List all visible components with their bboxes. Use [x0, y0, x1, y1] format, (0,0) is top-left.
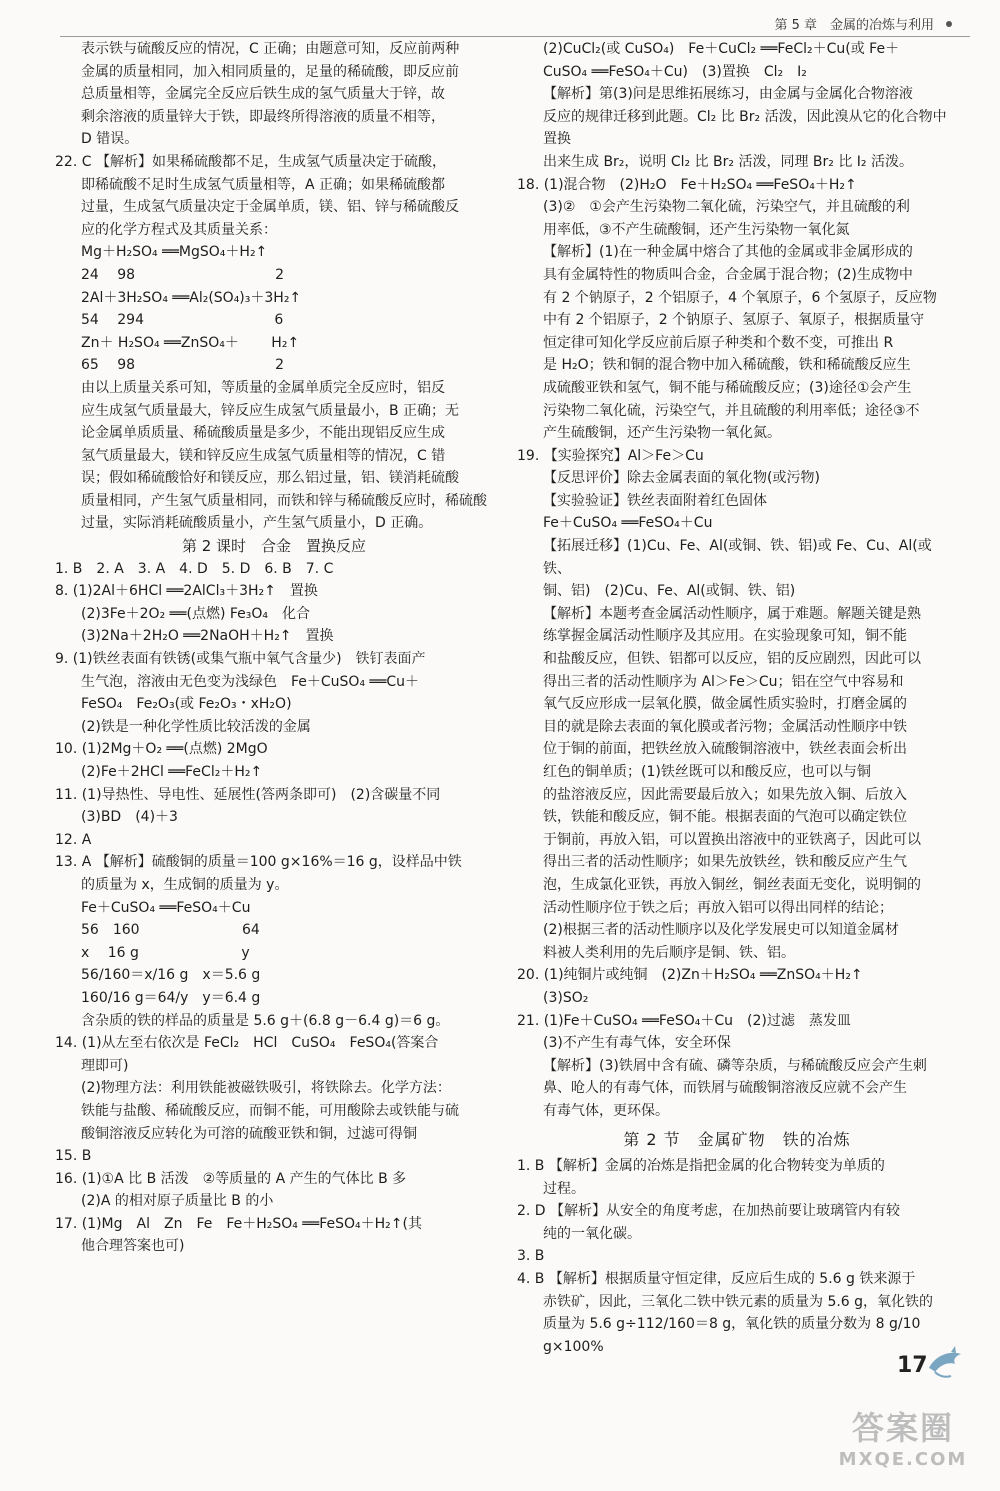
text-line: 质量相同，产生氢气质量相同，而铁和锌与稀硫酸反应时，稀硫酸 — [81, 492, 487, 509]
text-line: 有毒气体，更环保。 — [543, 1102, 669, 1119]
text-line: 第 2 节 金属矿物 铁的冶炼 — [623, 1129, 851, 1149]
text-line: 2Al＋3H₂SO₄ ══Al₂(SO₄)₃＋3H₂↑ — [81, 289, 302, 306]
text-line: 8. (1)2Al＋6HCl ══2AlCl₃＋3H₂↑ 置换 — [55, 583, 318, 600]
text-line: 10. (1)2Mg＋O₂ ══(点燃) 2MgO — [55, 741, 268, 758]
text-line: 恒定律可知化学反应前后原子种类和个数不变，可推出 R — [543, 334, 894, 351]
text-line: 的质量为 x，生成铜的质量为 y。 — [81, 876, 289, 893]
text-line: 产生硫酸铜，还产生污染物一氧化氮。 — [543, 425, 781, 442]
text-line: 位于铜的前面，把铁丝放入硫酸铜溶液中，铁丝表面会析出 — [543, 741, 907, 758]
text-line: 泡，生成氯化亚铁，再放入铜丝，铜丝表面无变化，说明铜的 — [543, 876, 921, 893]
text-line: 生气泡，溶液由无色变为浅绿色 Fe＋CuSO₄ ══Cu＋ — [81, 673, 420, 690]
text-line: 19. 【实验探究】Al＞Fe＞Cu — [517, 447, 704, 464]
text-line: 第 2 课时 合金 置换反应 — [181, 537, 367, 556]
text-line: 15. B — [55, 1148, 92, 1165]
text-line: 【解析】(3)铁屑中含有硫、磷等杂质，与稀硫酸反应会产生刺 — [543, 1057, 927, 1074]
text-line: 【解析】第(3)问是思维拓展练习，由金属与金属化合物溶液 — [543, 86, 913, 103]
text-line: 表示铁与硫酸反应的情况，C 正确；由题意可知，反应前两种 — [81, 41, 460, 57]
text-line: (2)A 的相对原子质量比 B 的小 — [81, 1193, 274, 1210]
text-line: 14. (1)从左至右依次是 FeCl₂ HCl CuSO₄ FeSO₄(答案合 — [55, 1035, 439, 1052]
text-line: 中有 2 个铝原子，2 个钠原子、氢原子、氧原子，根据质量守 — [543, 312, 925, 329]
text-line: 21. (1)Fe＋CuSO₄ ══FeSO₄＋Cu (2)过滤 蒸发皿 — [517, 1012, 851, 1029]
text-line: (2)根据三者的活动性顺序以及化学发展史可以知道金属材 — [543, 922, 899, 939]
text-line: 具有金属特性的物质叫合金，合金属于混合物；(2)生成物中 — [543, 266, 913, 283]
text-line: 鼻、呛人的有毒气体，而铁屑与硫酸铜溶液反应就不会产生 — [543, 1080, 907, 1097]
text-line: 65 98 2 — [81, 357, 284, 374]
text-line: 1. B 【解析】金属的冶炼是指把金属的化合物转变为单质的 — [517, 1158, 885, 1175]
text-line: 3. B — [517, 1248, 545, 1265]
text-line: 16. (1)①A 比 B 活泼 ②等质量的 A 产生的气体比 B 多 — [55, 1170, 407, 1187]
text-line: 得出三者的活动性顺序为 Al＞Fe＞Cu；铝在空气中容易和 — [543, 673, 904, 690]
text-line: CuSO₄ ══FeSO₄＋Cu) (3)置换 Cl₂ I₂ — [543, 63, 807, 80]
dolphin-logo-icon — [925, 1342, 967, 1384]
text-line: 理即可) — [81, 1057, 129, 1074]
left-column — [55, 38, 493, 1258]
text-line: 【解析】(1)在一种金属中熔合了其他的金属或非金属形成的 — [543, 244, 913, 261]
text-line: 论金属单质质量、稀硫酸质量是多少，不能出现铝反应生成 — [81, 425, 445, 442]
text-line: Zn＋ H₂SO₄ ══ZnSO₄＋ H₂↑ — [81, 334, 300, 351]
text-line: 4. B 【解析】根据质量守恒定律，反应后生成的 5.6 g 铁来源于 — [517, 1271, 916, 1288]
text-line: 过程。 — [543, 1180, 585, 1197]
text-line: 反应的规律迁移到此题。Cl₂ 比 Br₂ 活泼，因此溴从它的化合物中置换 — [543, 108, 947, 148]
text-line: 练掌握金属活动性顺序及其应用。在实验现象可知，铜不能 — [543, 628, 907, 645]
text-line: (2)CuCl₂(或 CuSO₄) Fe＋CuCl₂ ══FeCl₂＋Cu(或 Fe＋ — [543, 41, 900, 57]
text-line: 误；假如稀硫酸恰好和镁反应，那么铝过量，铝、镁消耗硫酸 — [81, 470, 459, 487]
text-line: (3)② ①会产生污染物二氧化硫，污染空气，并且硫酸的利 — [543, 199, 910, 216]
text-line: (3)BD (4)＋3 — [81, 809, 178, 826]
text-line: (2)物理方法：利用铁能被磁铁吸引，将铁除去。化学方法： — [81, 1080, 451, 1097]
text-line: 成硫酸亚铁和氢气，铜不能与稀硫酸反应；(3)途径①会产生 — [543, 379, 912, 396]
text-line: 18. (1)混合物 (2)H₂O Fe＋H₂SO₄ ══FeSO₄＋H₂↑ — [517, 176, 857, 193]
right-column — [517, 38, 957, 1358]
text-line: 铁，铁能和酸反应，铜不能。根据表面的气泡可以确定铁位 — [543, 809, 907, 826]
text-line: 56/160＝x/16 g x＝5.6 g — [81, 967, 261, 984]
text-line: 54 294 6 — [81, 312, 284, 329]
header-bullet-icon — [946, 21, 952, 27]
text-line: 料被人类利用的先后顺序是铜、铁、铝。 — [543, 944, 795, 961]
text-line: 过量，实际消耗硫酸质量小，产生氢气质量小，D 正确。 — [81, 515, 433, 532]
text-line: 用率低，③不产生硫酸铜，还产生污染物一氧化氮 — [543, 221, 850, 238]
text-line: 13. A 【解析】硫酸铜的质量＝100 g×16%＝16 g，设样品中铁 — [55, 854, 462, 871]
text-line: 22. C 【解析】如果稀硫酸都不足，生成氢气质量决定于硫酸， — [55, 153, 446, 170]
text-line: 是 H₂O；铁和铜的混合物中加入稀硫酸，铁和稀硫酸反应生 — [543, 357, 911, 374]
text-line: 2. D 【解析】从安全的角度考虑，在加热前要让玻璃管内有较 — [517, 1203, 901, 1220]
text-line: 【实验验证】铁丝表面附着红色固体 — [543, 492, 767, 509]
text-line: 于铜前，再放入铝，可以置换出溶液中的亚铁离子，因此可以 — [543, 831, 921, 848]
text-line: 污染物二氧化硫，污染空气，并且硫酸的利用率低；途径③不 — [543, 402, 920, 419]
text-line: 含杂质的铁的样品的质量是 5.6 g＋(6.8 g－6.4 g)＝6 g。 — [81, 1012, 450, 1029]
page-header — [60, 10, 970, 37]
text-line: Fe＋CuSO₄ ══FeSO₄＋Cu — [81, 899, 251, 916]
text-line: 20. (1)纯铜片或纯铜 (2)Zn＋H₂SO₄ ══ZnSO₄＋H₂↑ — [517, 967, 863, 984]
text-line: 【解析】本题考查金属活动性顺序，属于难题。解题关键是熟 — [543, 605, 921, 622]
text-line: (3)不产生有毒气体，安全环保 — [543, 1035, 731, 1052]
text-line: 铜、铝) (2)Cu、Fe、Al(或铜、铁、铝) — [543, 583, 796, 600]
text-line: 他合理答案也可) — [81, 1238, 185, 1255]
text-line: x 16 g y — [81, 944, 250, 961]
text-line: FeSO₄ Fe₂O₃(或 Fe₂O₃・xH₂O) — [81, 696, 292, 713]
text-line: 24 98 2 — [81, 266, 284, 283]
text-line: 【拓展迁移】(1)Cu、Fe、Al(或铜、铁、铝)或 Fe、Cu、Al(或铁、 — [543, 538, 932, 577]
watermark-main: 答案圈 — [851, 1409, 954, 1447]
text-line: 目的就是除去表面的氧化膜或者污物；金属活动性顺序中铁 — [543, 718, 907, 735]
text-line: 金属的质量相同，加入相同质量的，足量的稀硫酸，即反应前 — [81, 63, 459, 80]
text-line: 56 160 64 — [81, 922, 260, 939]
text-line: 由以上质量关系可知，等质量的金属单质完全反应时，铝反 — [81, 379, 445, 396]
text-line: 【反思评价】除去金属表面的氧化物(或污物) — [543, 470, 820, 487]
text-line: 酸铜溶液反应转化为可溶的硫酸亚铁和铜，过滤可得铜 — [81, 1125, 417, 1142]
text-line: 出来生成 Br₂，说明 Cl₂ 比 Br₂ 活泼，同理 Br₂ 比 I₂ 活泼。 — [543, 153, 913, 170]
text-line: 应的化学方程式及其质量关系： — [81, 221, 277, 238]
watermark-sub: MXQE.COM — [838, 1449, 968, 1470]
text-line: (2)Fe＋2HCl ══FeCl₂＋H₂↑ — [81, 764, 263, 780]
text-line: D 错误。 — [81, 131, 139, 148]
text-line: 氧气反应形成一层氧化膜，做金属性质实验时，打磨金属的 — [543, 696, 907, 713]
page-number: 17 — [897, 1353, 928, 1378]
text-line: (3)2Na＋2H₂O ══2NaOH＋H₂↑ 置换 — [81, 628, 334, 645]
text-line: 总质量相等，金属完全反应后铁生成的氢气质量大于锌，故 — [81, 86, 445, 103]
text-line: (2)铁是一种化学性质比较活泼的金属 — [81, 718, 311, 735]
text-line: 和盐酸反应，但铁、铝都可以反应，铝的反应剧烈，因此可以 — [543, 651, 921, 668]
text-line: 11. (1)导热性、导电性、延展性(答两条即可) (2)含碳量不同 — [55, 786, 441, 803]
text-line: 活动性顺序位于铁之后；再放入铝可以得出同样的结论； — [543, 899, 893, 916]
text-line: 9. (1)铁丝表面有铁锈(或集气瓶中氧气含量少) 铁钉表面产 — [55, 651, 426, 668]
text-line: 即稀硫酸不足时生成氢气质量相等，A 正确；如果稀硫酸都 — [81, 176, 446, 193]
text-line: 铁能与盐酸、稀硫酸反应，而铜不能，可用酸除去或铁能与硫 — [81, 1102, 459, 1119]
text-line: 应生成氢气质量最大，锌反应生成氢气质量最小，B 正确；无 — [81, 402, 460, 419]
text-line: Fe＋CuSO₄ ══FeSO₄＋Cu — [543, 515, 713, 532]
text-line: (3)SO₂ — [543, 989, 589, 1006]
text-line: 1. B 2. A 3. A 4. D 5. D 6. B 7. C — [55, 560, 334, 577]
text-line: Mg＋H₂SO₄ ══MgSO₄＋H₂↑ — [81, 244, 268, 261]
text-line: (2)3Fe＋2O₂ ══(点燃) Fe₃O₄ 化合 — [81, 605, 311, 622]
text-line: 有 2 个钠原子，2 个铝原子，4 个氧原子，6 个氢原子，反应物 — [543, 289, 937, 306]
text-line: 的盐溶液反应，因此需要最后放入；如果先放入铜、后放入 — [543, 786, 907, 803]
text-line: 赤铁矿，因此，三氧化二铁中铁元素的质量为 5.6 g，氧化铁的 — [543, 1293, 934, 1310]
text-line: 红色的铜单质；(1)铁丝既可以和酸反应，也可以与铜 — [543, 764, 871, 780]
text-line: 160/16 g＝64/y y＝6.4 g — [81, 989, 261, 1006]
text-line: 17. (1)Mg Al Zn Fe Fe＋H₂SO₄ ══FeSO₄＋H₂↑(其 — [55, 1215, 422, 1232]
text-line: 氢气质量最大，镁和锌反应生成氢气质量相等的情况，C 错 — [81, 447, 446, 464]
text-line: 剩余溶液的质量锌大于铁，即最终所得溶液的质量不相等， — [81, 108, 445, 125]
text-line: 纯的一氧化碳。 — [543, 1225, 641, 1242]
chapter-title: 第 5 章 金属的冶炼与利用 — [774, 18, 934, 33]
text-line: 得出三者的活动性顺序；如果先放铁丝，铁和酸反应产生气 — [543, 854, 907, 871]
watermark-logo — [828, 1408, 978, 1480]
text-line: 质量为 5.6 g÷112/160＝8 g，氧化铁的质量分数为 8 g/10 g×100% — [543, 1316, 925, 1355]
text-line: 过量，生成氢气质量决定于金属单质，镁、铝、锌与稀硫酸反 — [81, 199, 459, 216]
text-line: 12. A — [55, 831, 92, 848]
